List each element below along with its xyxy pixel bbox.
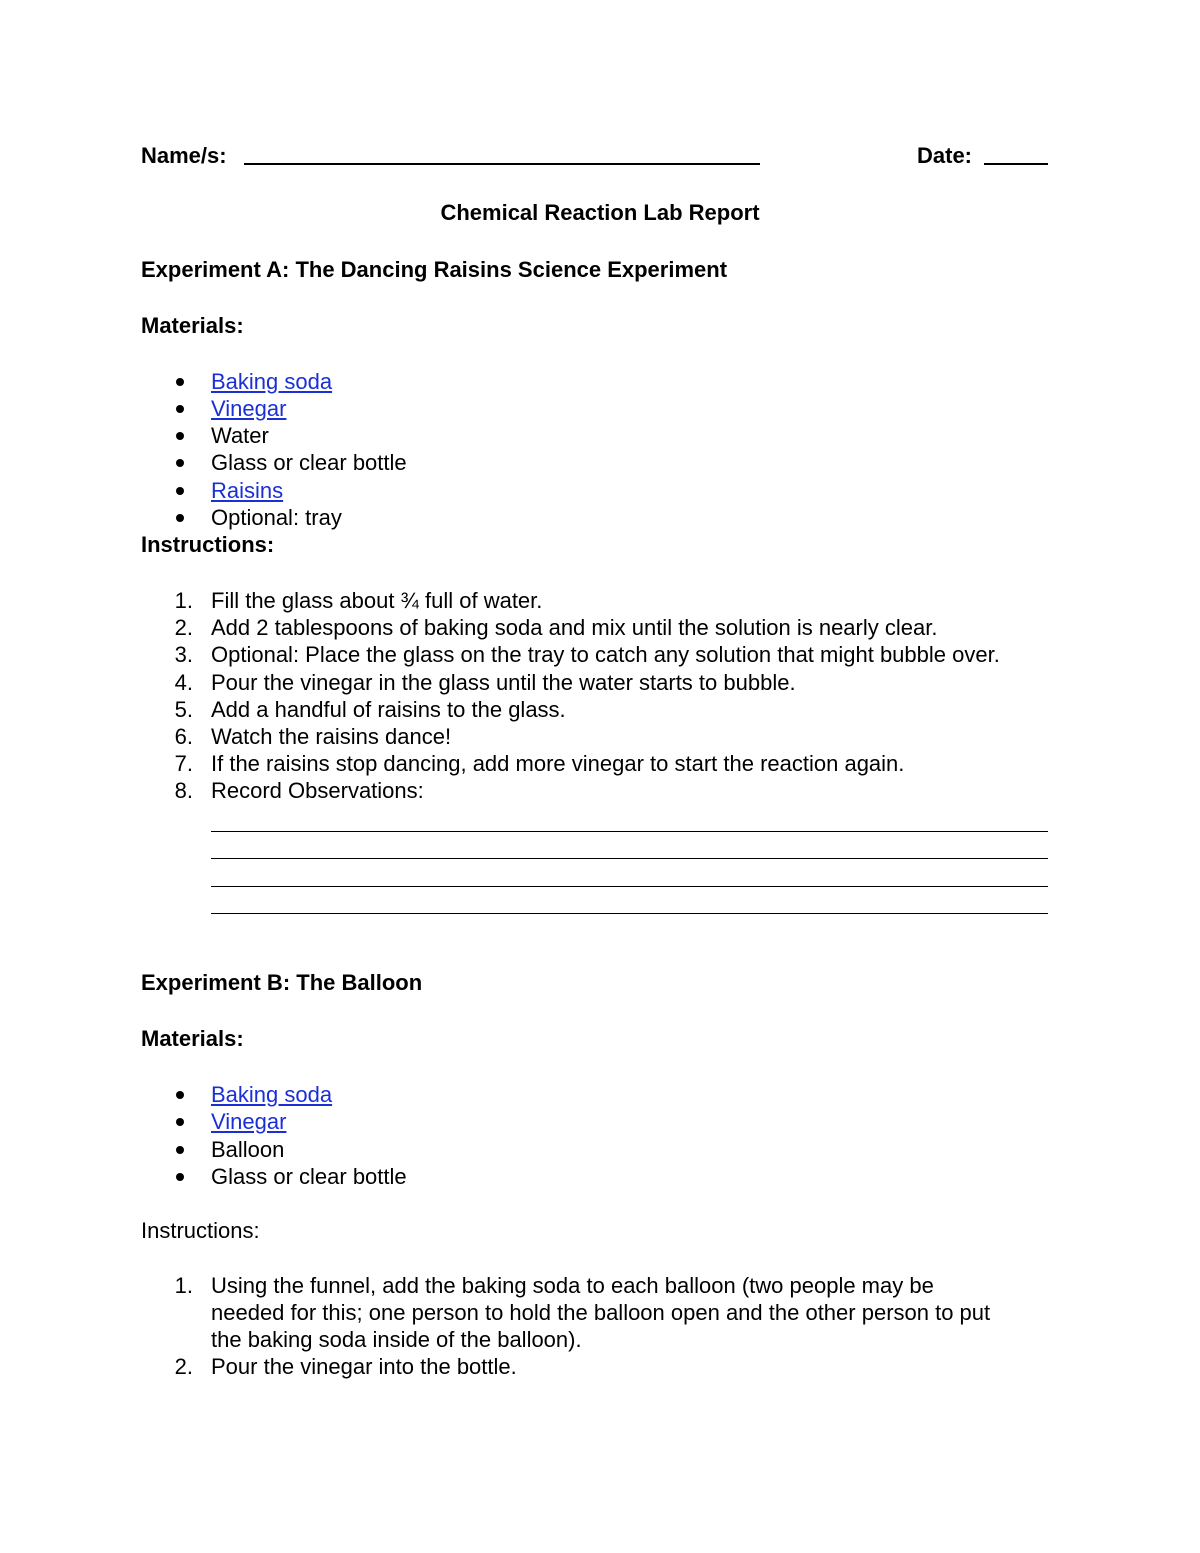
step-item: Add a handful of raisins to the glass.: [211, 697, 566, 722]
bullet-icon: [176, 1146, 184, 1154]
bullet-icon: [176, 1173, 184, 1181]
observation-line[interactable]: [211, 913, 1048, 914]
step-number: 8.: [174, 778, 193, 803]
observation-line[interactable]: [211, 831, 1048, 832]
bullet-icon: [176, 459, 184, 467]
step-item-line: the baking soda inside of the balloon).: [211, 1327, 582, 1352]
bullet-icon: [176, 1118, 184, 1126]
step-item: Pour the vinegar into the bottle.: [211, 1354, 517, 1379]
step-number: 1.: [174, 1273, 193, 1298]
date-blank-line[interactable]: [984, 163, 1048, 165]
material-link-baking-soda[interactable]: Baking soda: [211, 1082, 333, 1107]
step-number: 3.: [174, 642, 193, 667]
experiment-a-materials-label: Materials:: [141, 313, 244, 338]
step-number: 1.: [174, 588, 193, 613]
material-link-raisins[interactable]: Raisins: [211, 478, 284, 503]
step-number: 4.: [174, 670, 193, 695]
bullet-icon: [176, 432, 184, 440]
step-item: Pour the vinegar in the glass until the water starts to bubble.: [211, 670, 796, 695]
observation-line[interactable]: [211, 858, 1048, 859]
step-item: If the raisins stop dancing, add more vinegar to start the reaction again.: [211, 751, 905, 776]
material-link-vinegar[interactable]: Vinegar: [211, 1109, 287, 1134]
step-number: 2.: [174, 615, 193, 640]
step-item: Watch the raisins dance!: [211, 724, 452, 749]
material-item-glass: Glass or clear bottle: [211, 1164, 407, 1189]
name-label: Name/s:: [141, 143, 227, 168]
bullet-icon: [176, 487, 184, 495]
material-item-balloon: Balloon: [211, 1137, 285, 1162]
bullet-icon: [176, 378, 184, 386]
bullet-icon: [176, 405, 184, 413]
material-item-water: Water: [211, 423, 269, 448]
material-link-vinegar[interactable]: Vinegar: [211, 396, 287, 421]
material-item-tray: Optional: tray: [211, 505, 342, 530]
step-item: Add 2 tablespoons of baking soda and mix until the solution is nearly clear.: [211, 615, 938, 640]
experiment-a-instructions-label: Instructions:: [141, 532, 275, 557]
step-number: 2.: [174, 1354, 193, 1379]
material-item-glass: Glass or clear bottle: [211, 450, 407, 475]
bullet-icon: [176, 514, 184, 522]
experiment-b-instructions-label: Instructions:: [141, 1218, 260, 1243]
experiment-b-materials-label: Materials:: [141, 1026, 244, 1051]
step-number: 6.: [174, 724, 193, 749]
date-label: Date:: [917, 143, 973, 168]
step-item: Fill the glass about ¾ full of water.: [211, 588, 543, 613]
step-number: 7.: [174, 751, 193, 776]
observation-line[interactable]: [211, 886, 1048, 887]
step-item-line: Using the funnel, add the baking soda to each balloon (two people may be: [211, 1273, 934, 1298]
material-link-baking-soda[interactable]: Baking soda: [211, 369, 333, 394]
step-item: Record Observations:: [211, 778, 424, 803]
name-blank-line[interactable]: [244, 163, 760, 165]
step-item: Optional: Place the glass on the tray to catch any solution that might bubble over.: [211, 642, 1000, 667]
step-number: 5.: [174, 697, 193, 722]
bullet-icon: [176, 1091, 184, 1099]
page-title: Chemical Reaction Lab Report: [440, 200, 760, 225]
experiment-a-heading: Experiment A: The Dancing Raisins Science Experiment: [141, 257, 728, 282]
experiment-b-heading: Experiment B: The Balloon: [141, 970, 423, 995]
step-item-line: needed for this; one person to hold the balloon open and the other person to put: [211, 1300, 991, 1325]
